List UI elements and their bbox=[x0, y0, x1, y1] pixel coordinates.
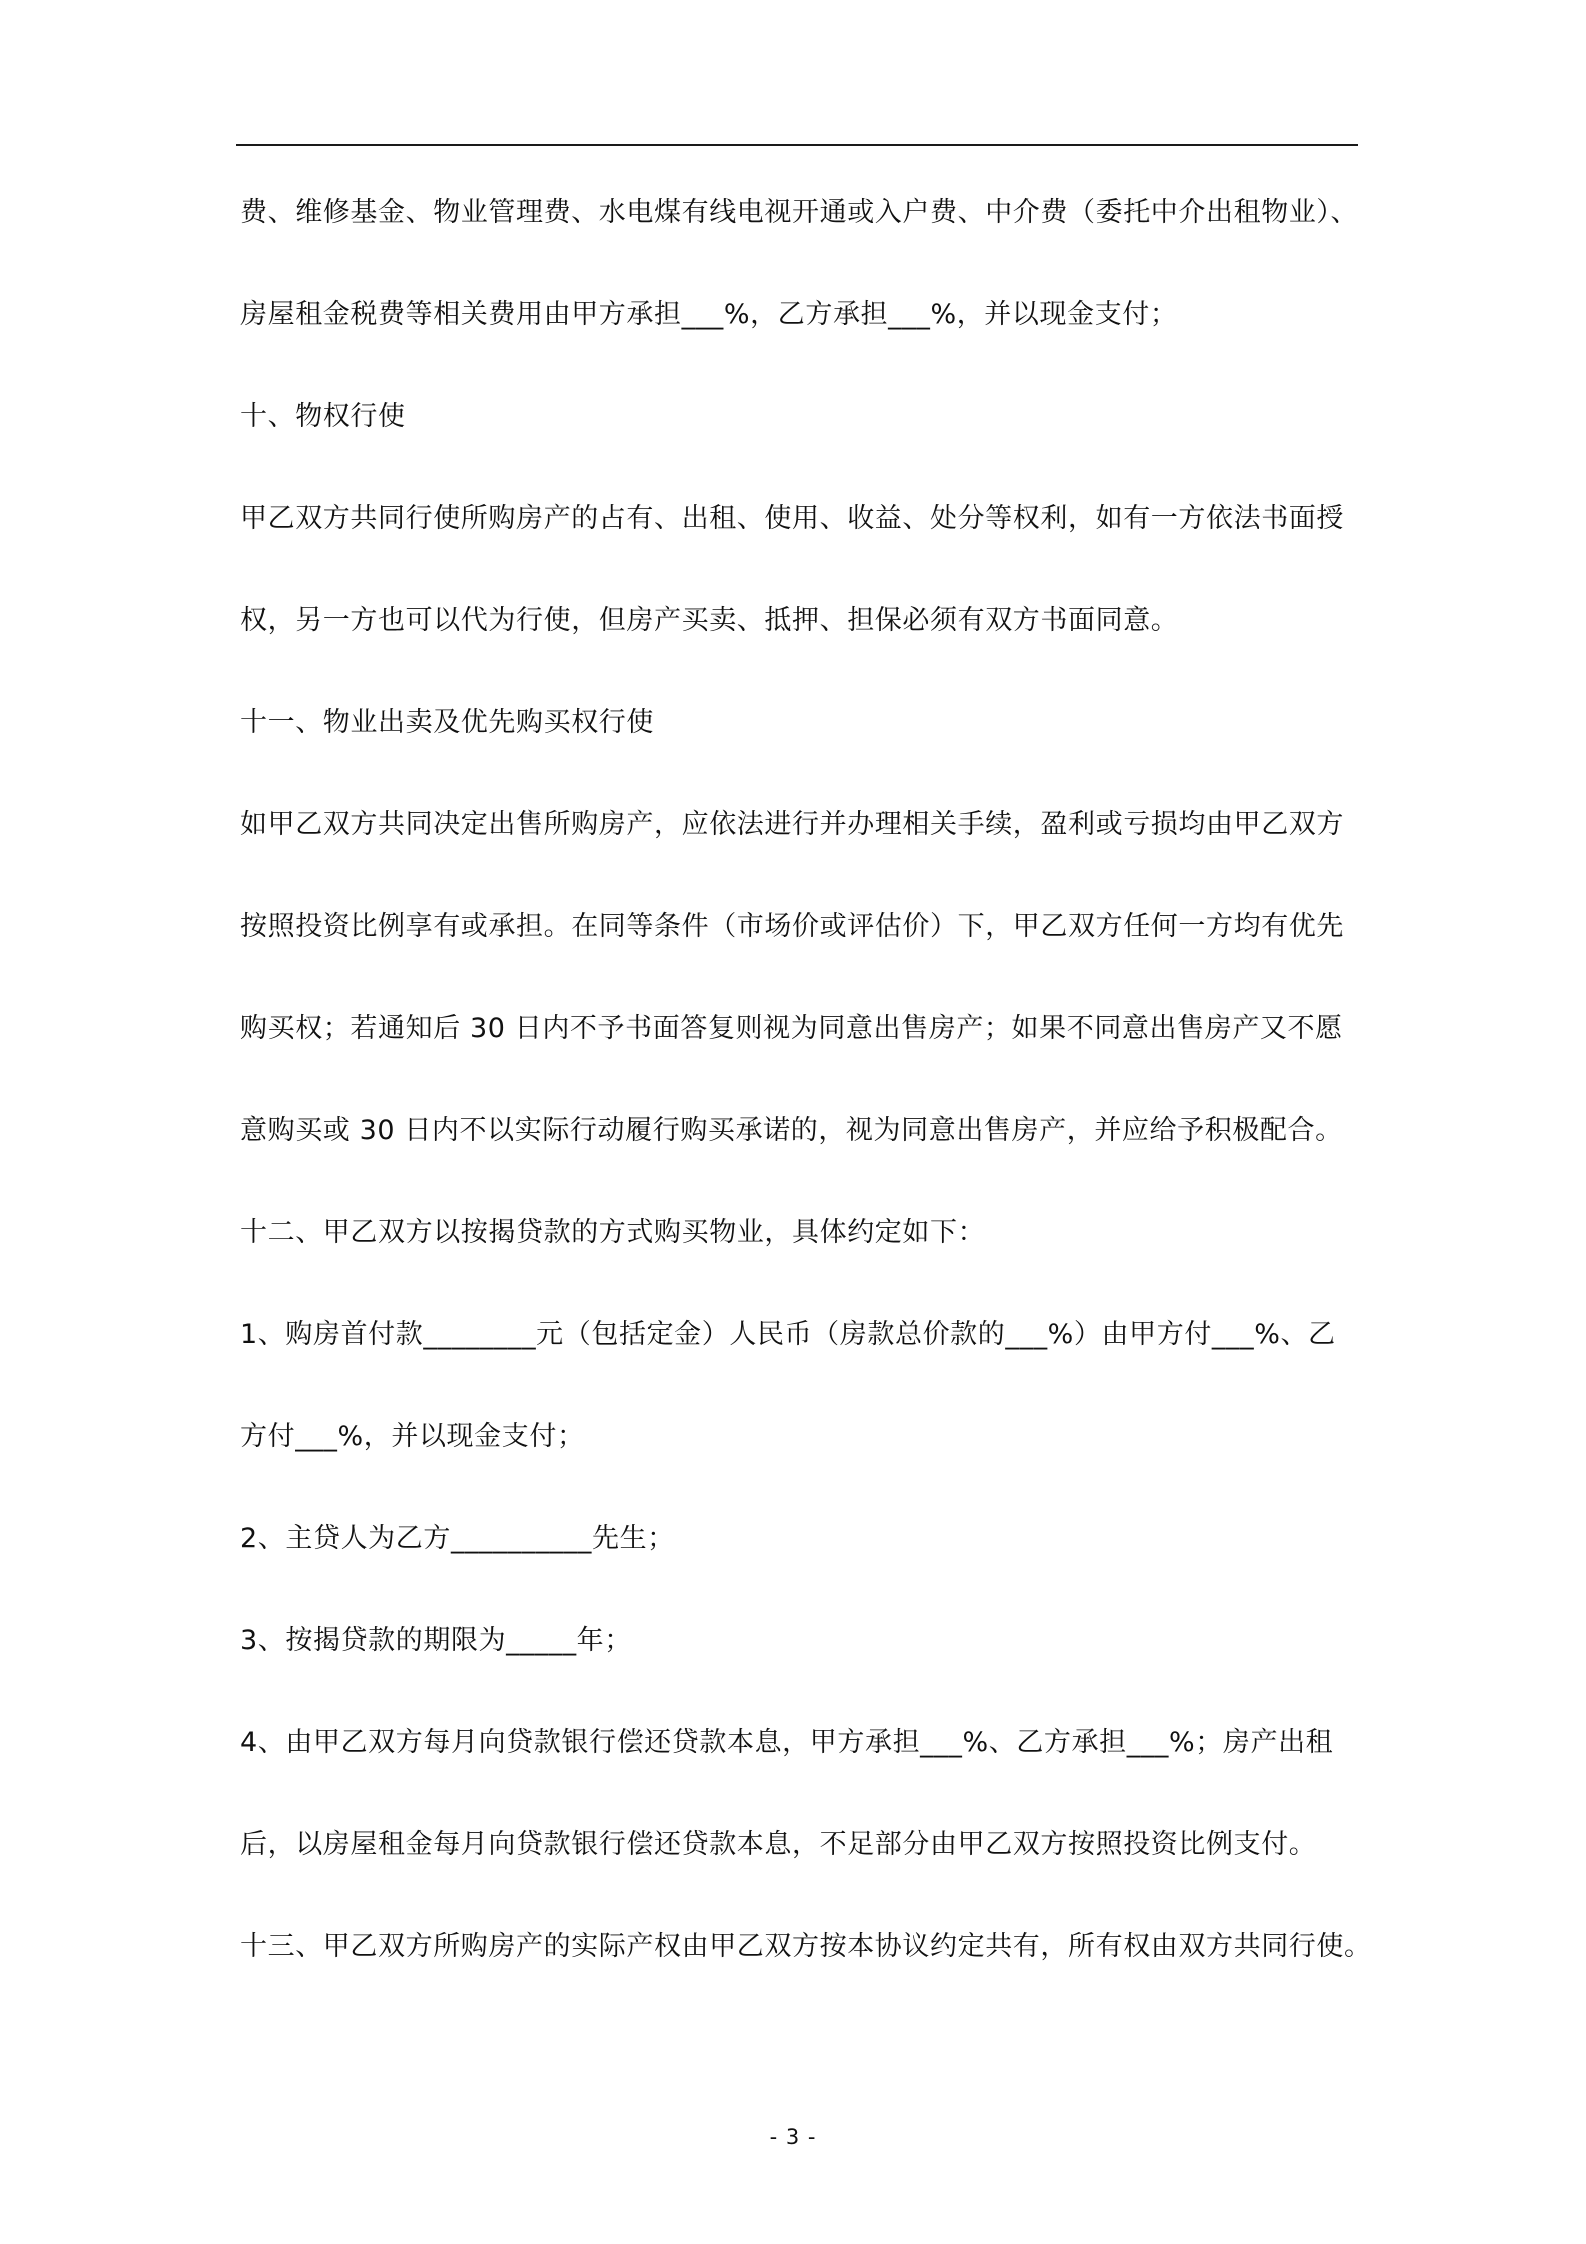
header-rule bbox=[236, 144, 1358, 146]
paragraph-line: 1、购房首付款________元（包括定金）人民币（房款总价款的___%）由甲方付___%、乙 bbox=[240, 1319, 1336, 1350]
paragraph-line: 房屋租金税费等相关费用由甲方承担___%，乙方承担___%，并以现金支付； bbox=[240, 299, 1178, 330]
section-heading: 十二、甲乙双方以按揭贷款的方式购买物业，具体约定如下： bbox=[240, 1217, 986, 1248]
section-heading: 十一、物业出卖及优先购买权行使 bbox=[240, 707, 654, 738]
page-number: - 3 - bbox=[769, 2125, 817, 2149]
paragraph-line: 2、主贷人为乙方__________先生； bbox=[240, 1523, 675, 1554]
paragraph-line: 4、由甲乙双方每月向贷款银行偿还贷款本息，甲方承担___%、乙方承担___%；房产出租 bbox=[240, 1727, 1334, 1758]
paragraph-line: 后，以房屋租金每月向贷款银行偿还贷款本息，不足部分由甲乙双方按照投资比例支付。 bbox=[240, 1829, 1317, 1860]
paragraph-line: 3、按揭贷款的期限为_____年； bbox=[240, 1625, 632, 1656]
section-heading: 十、物权行使 bbox=[240, 401, 406, 432]
paragraph-line: 甲乙双方共同行使所购房产的占有、出租、使用、收益、处分等权利，如有一方依法书面授 bbox=[240, 503, 1344, 534]
paragraph-line: 权，另一方也可以代为行使，但房产买卖、抵押、担保必须有双方书面同意。 bbox=[240, 605, 1179, 636]
paragraph-line: 按照投资比例享有或承担。在同等条件（市场价或评估价）下，甲乙双方任何一方均有优先 bbox=[240, 911, 1344, 942]
paragraph-line: 购买权；若通知后 30 日内不予书面答复则视为同意出售房产；如果不同意出售房产又不愿 bbox=[240, 1013, 1343, 1044]
paragraph-line: 如甲乙双方共同决定出售所购房产，应依法进行并办理相关手续，盈利或亏损均由甲乙双方 bbox=[240, 809, 1344, 840]
paragraph-line: 费、维修基金、物业管理费、水电煤有线电视开通或入户费、中介费（委托中介出租物业）、 bbox=[240, 197, 1359, 228]
section-heading: 十三、甲乙双方所购房产的实际产权由甲乙双方按本协议约定共有，所有权由双方共同行使。 bbox=[240, 1931, 1372, 1962]
paragraph-line: 方付___%，并以现金支付； bbox=[240, 1421, 585, 1452]
paragraph-line: 意购买或 30 日内不以实际行动履行购买承诺的，视为同意出售房产，并应给予积极配合。 bbox=[240, 1115, 1343, 1146]
